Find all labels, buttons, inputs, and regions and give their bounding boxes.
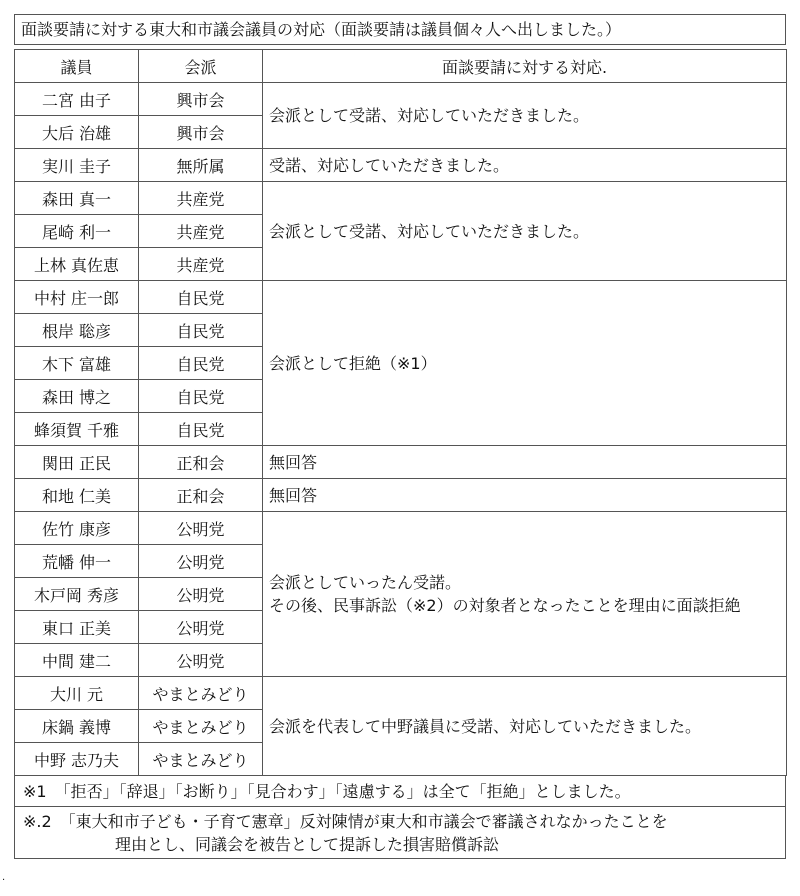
member-faction: 公明党 <box>139 545 263 578</box>
member-faction: 自民党 <box>139 281 263 314</box>
footnote-2-line: 理由とし、同議会を被告として提訴した損害賠償訴訟 <box>115 835 500 854</box>
member-name: 実川 圭子 <box>15 149 139 182</box>
member-name: 中村 庄一郎 <box>15 281 139 314</box>
response-cell <box>263 512 787 677</box>
member-name: 東口 正美 <box>15 611 139 644</box>
member-faction: やまとみどり <box>139 710 263 743</box>
member-name: 佐竹 康彦 <box>15 512 139 545</box>
member-name: 大川 元 <box>15 677 139 710</box>
member-name: 蜂須賀 千雅 <box>15 413 139 446</box>
member-faction: やまとみどり <box>139 677 263 710</box>
member-name: 木下 富雄 <box>15 347 139 380</box>
table-row <box>15 479 787 512</box>
member-name: 関田 正民 <box>15 446 139 479</box>
response-cell: 無回答 <box>263 446 787 479</box>
footnote-2-line: ※.2 「東大和市子ども・子育て憲章」反対陳情が東大和市議会で審議されなかったことを <box>23 812 668 831</box>
member-name: 床鍋 義博 <box>15 710 139 743</box>
member-faction: 自民党 <box>139 314 263 347</box>
response-line: その後、民事訴訟（※2）の対象者となったことを理由に面談拒絶 <box>269 596 741 615</box>
table-row <box>15 182 787 215</box>
table-row <box>15 83 787 116</box>
document-title: 面談要請に対する東大和市議会議員の対応（面談要請は議員個々人へ出しました。） <box>14 14 786 45</box>
table-row <box>15 677 787 710</box>
response-cell: 会派として拒絶（※1） <box>263 281 787 446</box>
response-line: 会派としていったん受諾。 <box>269 573 462 592</box>
member-name: 尾崎 利一 <box>15 215 139 248</box>
member-name: 大后 治雄 <box>15 116 139 149</box>
member-faction: 共産党 <box>139 182 263 215</box>
response-cell: 会派として受諾、対応していただきました。 <box>263 182 787 281</box>
header-faction: 会派 <box>139 50 263 83</box>
member-faction: 正和会 <box>139 446 263 479</box>
stray-mark: . <box>2 872 6 883</box>
member-faction: 公明党 <box>139 644 263 677</box>
member-faction: 正和会 <box>139 479 263 512</box>
footnote-2 <box>14 807 786 859</box>
document-sheet <box>14 14 786 859</box>
member-name: 中間 建二 <box>15 644 139 677</box>
member-name: 森田 博之 <box>15 380 139 413</box>
member-name: 中野 志乃夫 <box>15 743 139 776</box>
table-row <box>15 512 787 545</box>
member-faction: やまとみどり <box>139 743 263 776</box>
response-table <box>14 49 787 776</box>
header-member: 議員 <box>15 50 139 83</box>
member-name: 上林 真佐恵 <box>15 248 139 281</box>
member-name: 森田 真一 <box>15 182 139 215</box>
member-faction: 自民党 <box>139 347 263 380</box>
member-faction: 無所属 <box>139 149 263 182</box>
header-response: 面談要請に対する対応. <box>263 50 787 83</box>
table-row <box>15 446 787 479</box>
footnote-1: ※1 「拒否」「辞退」「お断り」「見合わす」「遠慮する」は全て「拒絶」としました。 <box>14 776 786 807</box>
member-faction: 興市会 <box>139 116 263 149</box>
member-faction: 公明党 <box>139 512 263 545</box>
member-faction: 公明党 <box>139 578 263 611</box>
member-name: 根岸 聡彦 <box>15 314 139 347</box>
response-cell: 会派を代表して中野議員に受諾、対応していただきました。 <box>263 677 787 776</box>
table-header-row <box>15 50 787 83</box>
member-faction: 自民党 <box>139 380 263 413</box>
member-name: 和地 仁美 <box>15 479 139 512</box>
member-faction: 共産党 <box>139 215 263 248</box>
table-row <box>15 149 787 182</box>
member-faction: 自民党 <box>139 413 263 446</box>
member-name: 荒幡 伸一 <box>15 545 139 578</box>
table-row <box>15 281 787 314</box>
response-cell: 受諾、対応していただきました。 <box>263 149 787 182</box>
member-name: 木戸岡 秀彦 <box>15 578 139 611</box>
member-faction: 共産党 <box>139 248 263 281</box>
response-cell: 無回答 <box>263 479 787 512</box>
member-faction: 興市会 <box>139 83 263 116</box>
member-name: 二宮 由子 <box>15 83 139 116</box>
member-faction: 公明党 <box>139 611 263 644</box>
response-cell: 会派として受諾、対応していただきました。 <box>263 83 787 149</box>
